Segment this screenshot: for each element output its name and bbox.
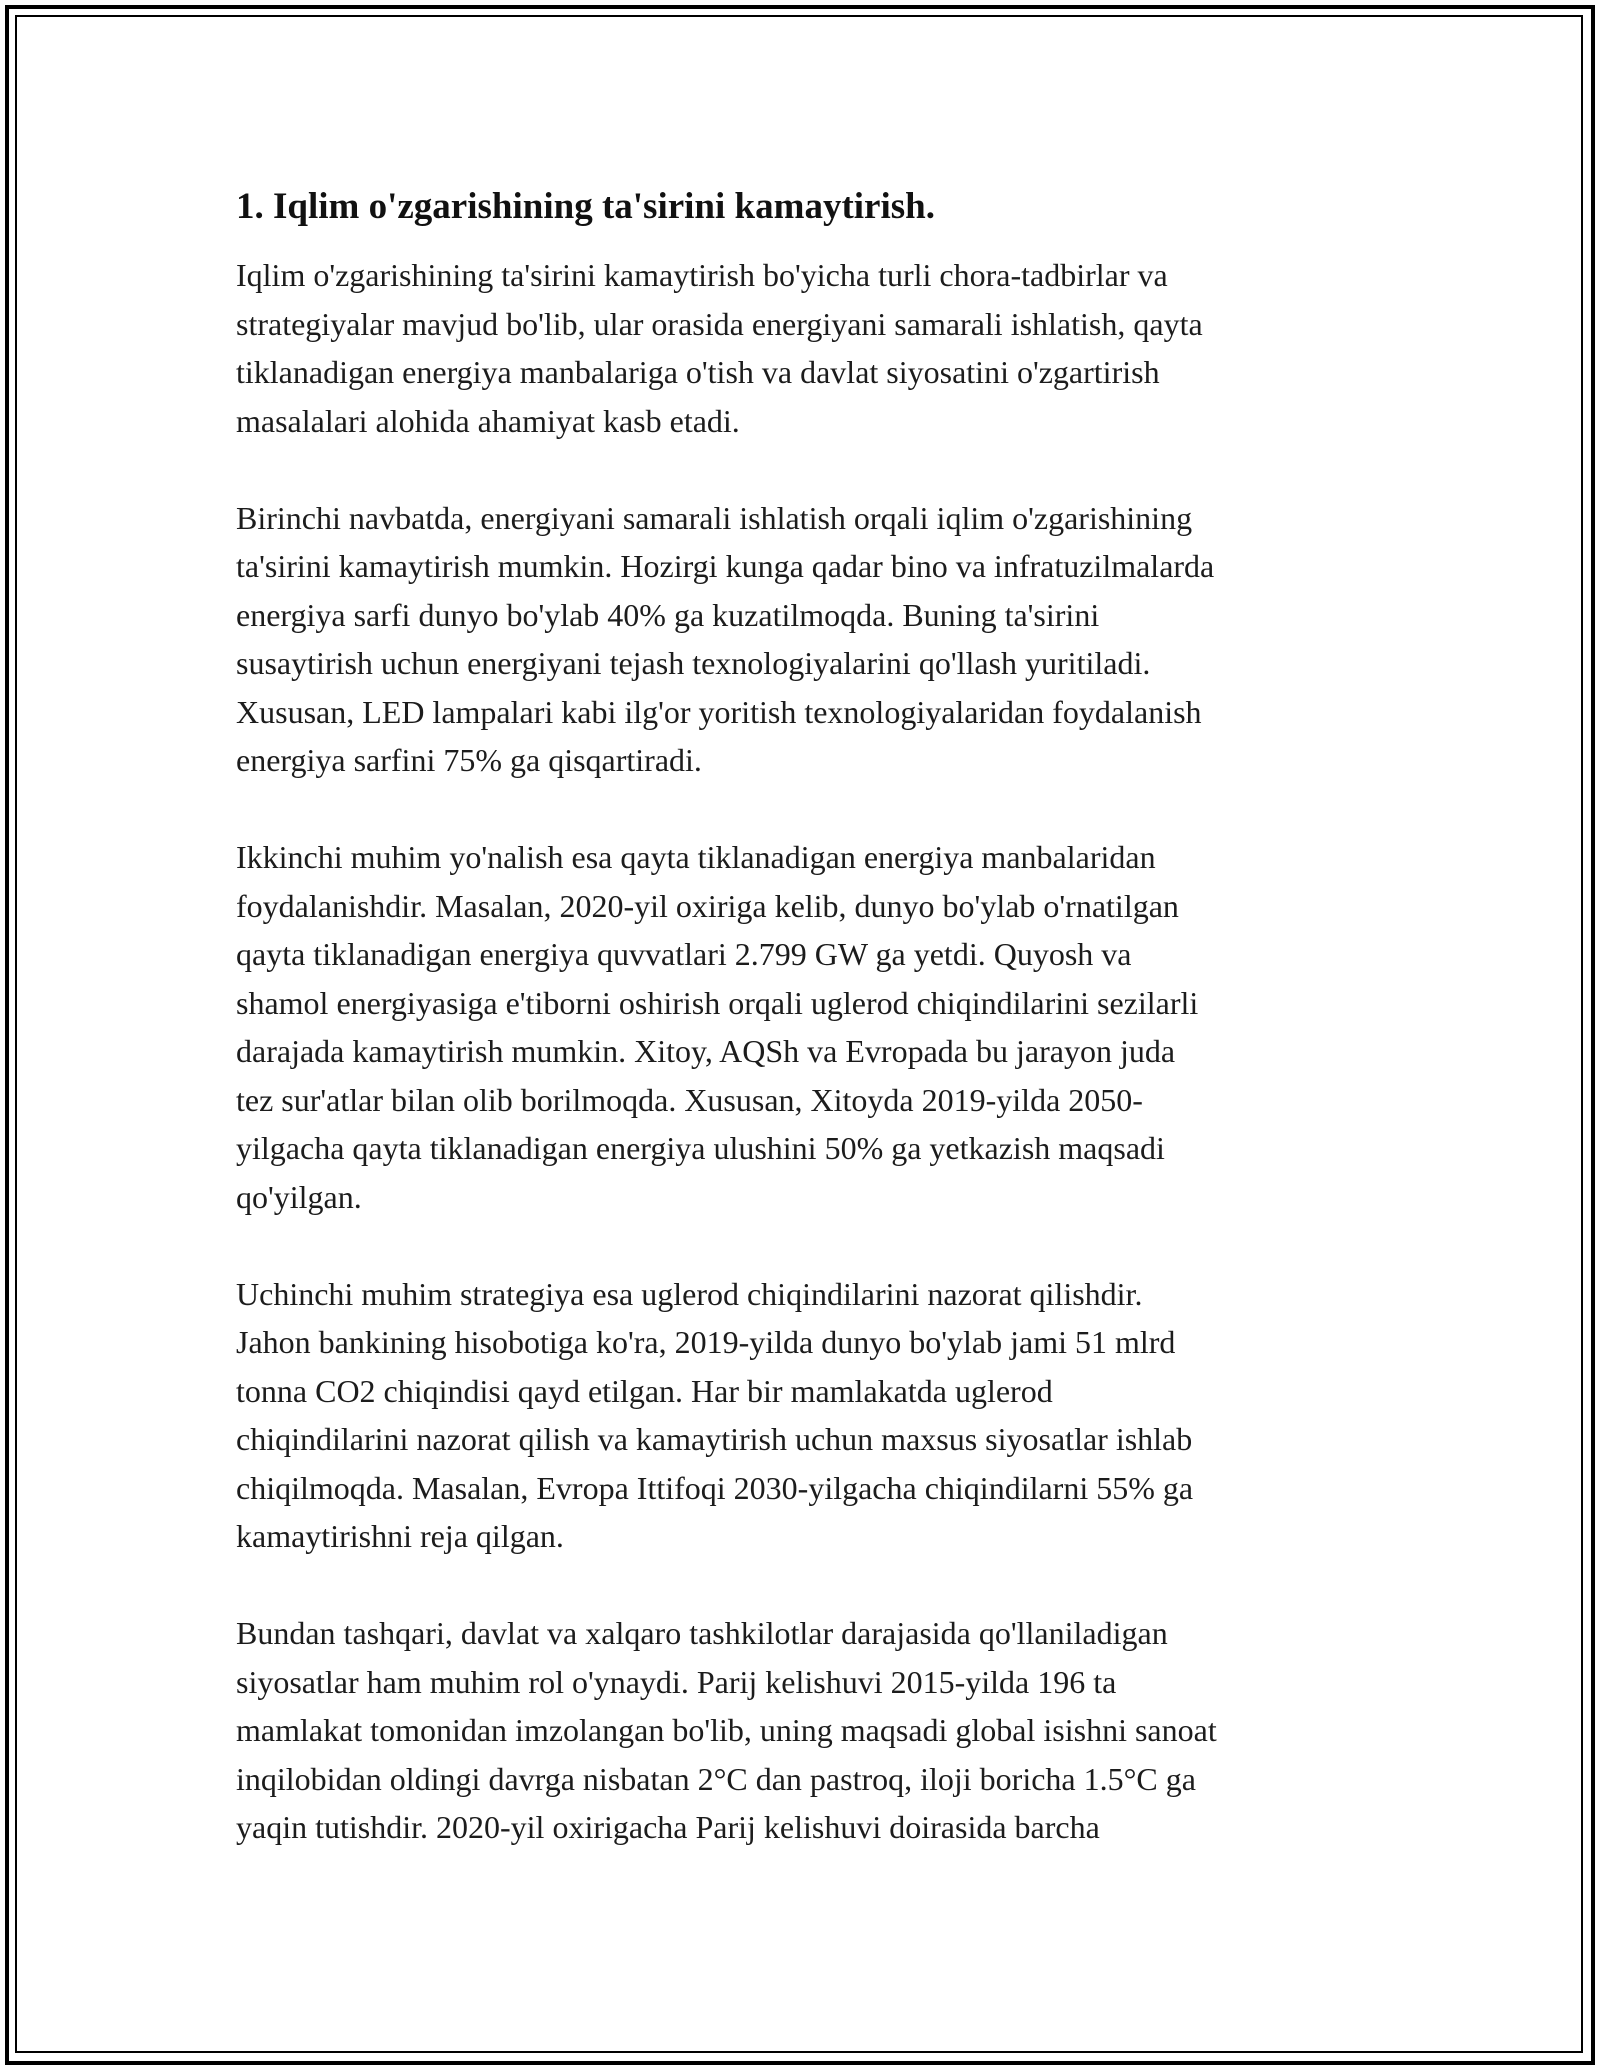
text-line: tonna CO2 chiqindisi qayd etilgan. Har bir mamlakatda uglerod: [236, 1372, 1053, 1409]
text-line: foydalanishdir. Masalan, 2020-yil oxiriga kelib, dunyo bo'ylab o'rnatilgan: [236, 887, 1179, 924]
document-body: [236, 183, 1372, 1852]
text-line: yaqin tutishdir. 2020-yil oxirigacha Parij kelishuvi doirasida barcha: [236, 1809, 1100, 1845]
text-line: Iqlim o'zgarishining ta'sirini kamaytirish bo'yicha turli chora-tadbirlar va: [236, 257, 1168, 293]
paragraph-carbon-control: [236, 1270, 1372, 1561]
text-line: Ikkinchi muhim yo'nalish esa qayta tiklanadigan energiya manbalaridan: [236, 839, 1156, 875]
text-line: susaytirish uchun energiyani tejash texnologiyalarini qo'llash yuritiladi.: [236, 645, 1151, 681]
text-line: shamol energiyasiga e'tiborni oshirish orqali uglerod chiqindilarini sezilarli: [236, 984, 1199, 1021]
paragraph-intro: [236, 251, 1372, 445]
text-line: siyosatlar ham muhim rol o'ynaydi. Parij kelishuvi 2015-yilda 196 ta: [236, 1663, 1117, 1700]
text-line: tez sur'atlar bilan olib borilmoqda. Xususan, Xitoyda 2019-yilda 2050-: [236, 1081, 1143, 1118]
text-line: ta'sirini kamaytirish mumkin. Hozirgi kunga qadar bino va infratuzilmalarda: [236, 548, 1215, 584]
text-line: Uchinchi muhim strategiya esa uglerod chiqindilarini nazorat qilishdir.: [236, 1275, 1143, 1312]
paragraph-renewable-energy: [236, 833, 1372, 1221]
text-line: inqilobidan oldingi davrga nisbatan 2°C dan pastroq, iloji boricha 1.5°C ga: [236, 1760, 1196, 1797]
text-line: darajada kamaytirish mumkin. Xitoy, AQSh va Evropada bu jarayon juda: [236, 1033, 1176, 1069]
section-heading: 1. Iqlim o'zgarishining ta'sirini kamaytirish.: [236, 186, 935, 227]
text-line: qayta tiklanadigan energiya quvvatlari 2.799 GW ga yetdi. Quyosh va: [236, 936, 1132, 972]
text-line: Birinchi navbatda, energiyani samarali ishlatish orqali iqlim o'zgarishining: [236, 499, 1193, 536]
text-line: mamlakat tomonidan imzolangan bo'lib, uning maqsadi global isishni sanoat: [236, 1712, 1217, 1748]
text-line: chiqilmoqda. Masalan, Evropa Ittifoqi 2030-yilgacha chiqindilarni 55% ga: [236, 1469, 1194, 1506]
text-line: kamaytirishni reja qilgan.: [236, 1518, 564, 1554]
text-line: tiklanadigan energiya manbalariga o'tish va davlat siyosatini o'zgartirish: [236, 354, 1160, 390]
paragraph-energy-efficiency: [236, 494, 1372, 785]
text-line: qo'yilgan.: [236, 1178, 362, 1215]
text-line: energiya sarfi dunyo bo'ylab 40% ga kuzatilmoqda. Buning ta'sirini: [236, 596, 1100, 633]
text-line: yilgacha qayta tiklanadigan energiya ulushini 50% ga yetkazish maqsadi: [236, 1130, 1165, 1166]
paragraph-policy: [236, 1609, 1372, 1852]
text-line: chiqindilarini nazorat qilish va kamaytirish uchun maxsus siyosatlar ishlab: [236, 1421, 1193, 1457]
text-line: strategiyalar mavjud bo'lib, ular orasida energiyani samarali ishlatish, qayta: [236, 305, 1203, 342]
text-line: energiya sarfini 75% ga qisqartiradi.: [236, 742, 702, 778]
text-line: Jahon bankining hisobotiga ko'ra, 2019-yilda dunyo bo'ylab jami 51 mlrd: [236, 1324, 1176, 1360]
text-line: Bundan tashqari, davlat va xalqaro tashkilotlar darajasida qo'llaniladigan: [236, 1615, 1168, 1651]
text-line: Xususan, LED lampalari kabi ilg'or yoritish texnologiyalaridan foydalanish: [236, 693, 1202, 730]
text-line: masalalari alohida ahamiyat kasb etadi.: [236, 402, 740, 439]
